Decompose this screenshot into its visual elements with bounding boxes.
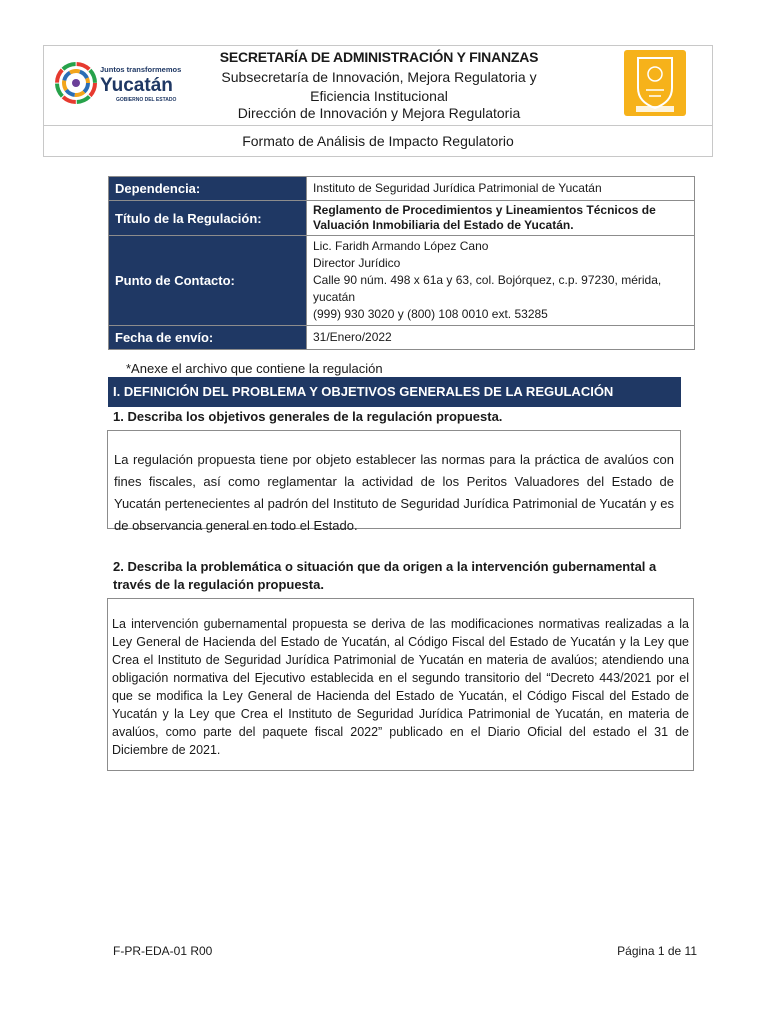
table-row: [109, 177, 695, 201]
document-code: F-PR-EDA-01 R00: [113, 944, 213, 958]
subsecretaria-subtitle: Subsecretaría de Innovación, Mejora Regulatoria y Eficiencia Institucional: [221, 69, 537, 104]
yucatan-coat-of-arms-logo: [624, 50, 686, 116]
format-title: Formato de Análisis de Impacto Regulatorio: [242, 133, 514, 149]
table-row: [109, 236, 695, 326]
document-header: [43, 45, 713, 157]
contacto-phone: (999) 930 3020 y (800) 108 0010 ext. 53285: [313, 307, 548, 321]
logo-line2: Yucatán: [100, 75, 173, 96]
question-2: 2. Describa la problemática o situación que da origen a la intervención gubernamental a través de la regulación propuesta.: [113, 559, 657, 592]
page-number: Página 1 de 11: [617, 944, 697, 958]
titulo-label: Título de la Regulación:: [109, 201, 307, 236]
dependencia-value: Instituto de Seguridad Jurídica Patrimonial de Yucatán: [307, 177, 695, 201]
answer-1-box: La regulación propuesta tiene por objeto establecer las normas para la práctica de avalúos con fines fiscales, así como reglamentar la actividad de los Peritos Valuadores del Estado de Yucatán pertenecientes al padrón del Instituto de Seguridad Jurídica Patrimonial de Yucatán y es de observancia general en todo el Estado.: [107, 430, 681, 529]
fecha-value: 31/Enero/2022: [307, 326, 695, 350]
direccion-subtitle: Dirección de Innovación y Mejora Regulatoria: [237, 105, 521, 121]
attachment-note: *Anexe el archivo que contiene la regulación: [126, 361, 383, 376]
table-row: [109, 201, 695, 236]
contacto-label: Punto de Contacto:: [109, 236, 307, 326]
logo-line1: Juntos transformemos: [100, 65, 182, 74]
yucatan-government-logo: [54, 60, 194, 106]
contacto-address: Calle 90 núm. 498 x 61a y 63, col. Bojórquez, c.p. 97230, mérida, yucatán: [313, 273, 662, 304]
contacto-role: Director Jurídico: [313, 256, 401, 270]
answer-2-box: La intervención gubernamental propuesta se deriva de las modificaciones normativas realizadas a la Ley General de Hacienda del Estado de Yucatán, al Código Fiscal del Estado de Yucatán y la Ley que Crea el Instituto de Seguridad Jurídica Patrimonial de Yucatán en materia de avalúos; atendiendo una obligación normativa del Ejecutivo establecida en el segundo transitorio del “Decreto 443/2021 por el que se modifica la Ley General de Hacienda del Estado de Yucatán, el Código Fiscal del Estado de Yucatán y la Ley que Crea el Instituto de Seguridad Jurídica Patrimonial de Yucatán, en materia de avalúos, como parte del paquete fiscal 2022” publicado en el Diario Oficial del estado el 31 de Diciembre de 2021.: [107, 598, 694, 771]
fecha-label: Fecha de envío:: [109, 326, 307, 350]
secretaria-title: SECRETARÍA DE ADMINISTRACIÓN Y FINANZAS: [219, 49, 539, 65]
regulation-info-table: [108, 176, 695, 350]
section-title: I. DEFINICIÓN DEL PROBLEMA Y OBJETIVOS GENERALES DE LA REGULACIÓN: [108, 377, 681, 407]
header-divider: [44, 125, 712, 126]
contacto-name: Lic. Faridh Armando López Cano: [313, 239, 489, 253]
dependencia-label: Dependencia:: [109, 177, 307, 201]
logo-line3: GOBIERNO DEL ESTADO: [116, 97, 177, 103]
contacto-value: [307, 236, 695, 326]
titulo-value: Reglamento de Procedimientos y Lineamientos Técnicos de Valuación Inmobiliaria del Estado de Yucatán.: [307, 201, 695, 236]
table-row: [109, 326, 695, 350]
question-1: 1. Describa los objetivos generales de la regulación propuesta.: [113, 409, 503, 424]
